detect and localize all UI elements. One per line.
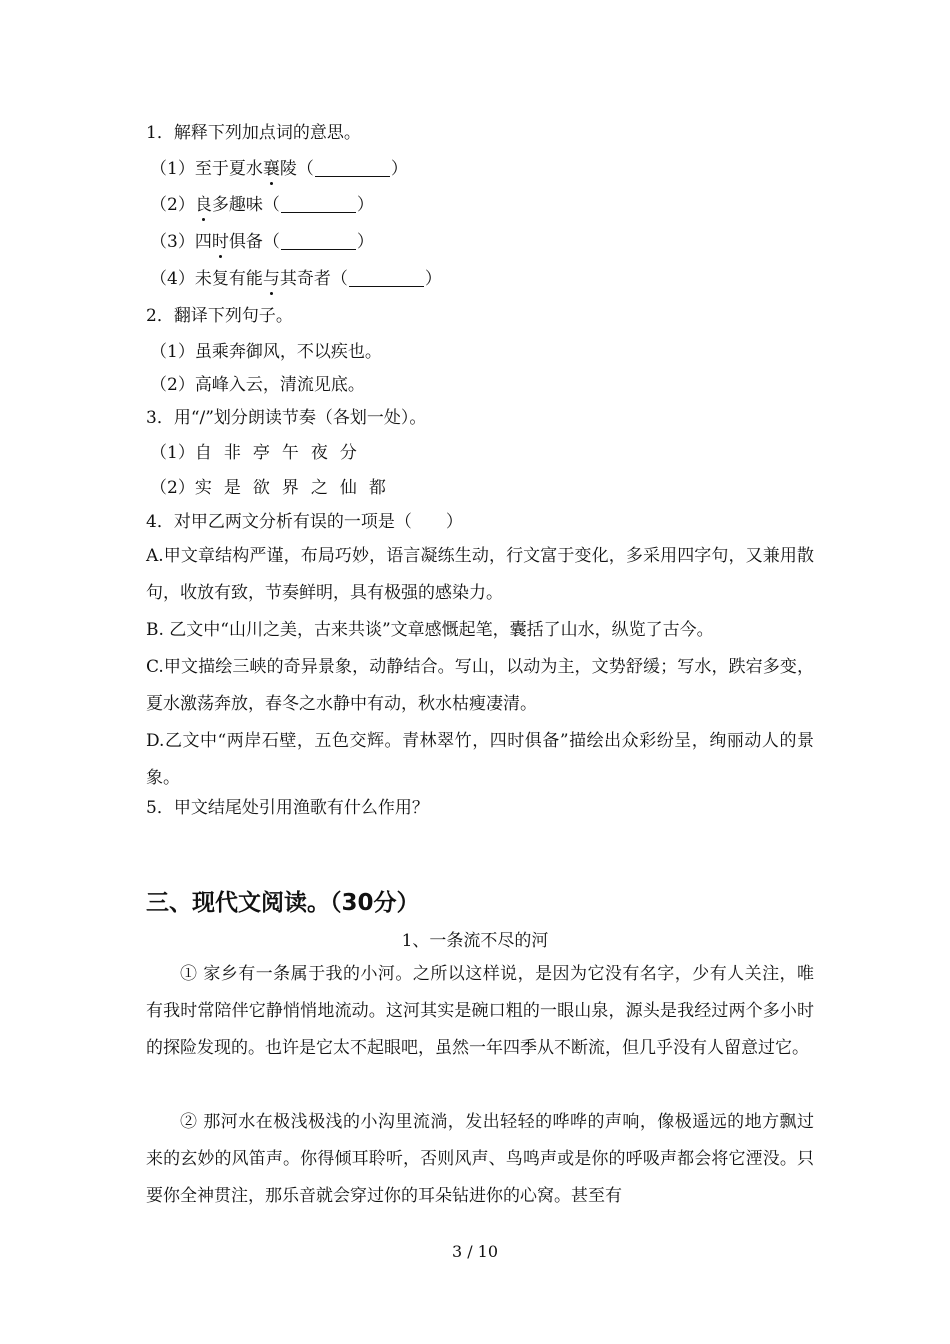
article-paragraph-1: ① 家乡有一条属于我的小河。之所以这样说，是因为它没有名字，少有人关注，唯有我时常陪伴它静悄悄地流动。这河其实是碗口粗的一眼山泉，源头是我经过两个多小时的探险发现的。也许是它太不起眼吧，虽然一年四季从不断流，但几乎没有人留意过它。: [146, 964, 814, 1058]
question-2-title: 2．翻译下列句子。: [146, 306, 293, 326]
dotted-word: 良: [194, 195, 212, 215]
article-paragraph-2: ② 那河水在极浅极浅的小沟里流淌，发出轻轻的哗哗的声响，像极遥远的地方飘过来的玄妙的风笛声。你得倾耳聆听，否则风声、鸟鸣声或是你的呼吸声都会将它湮没。只要你全神贯注，那乐音就会穿过你的耳朵钻进你的心窝。甚至有: [146, 1112, 814, 1206]
question-3-title: 3．用“/”划分朗读节奏（各划一处）。: [146, 408, 427, 428]
option-d: D.乙文中“两岸石壁，五色交辉。青林翠竹，四时俱备”描绘出众彩纷呈，绚丽动人的景象。: [146, 731, 814, 788]
question-3-item-1: （1）自非亭午夜分: [150, 443, 369, 463]
question-5-title: 5．甲文结尾处引用渔歌有什么作用？: [146, 798, 429, 818]
question-1-item-2: （2）良多趣味（ ）: [150, 195, 374, 215]
question-4-title: 4．对甲乙两文分析有误的一项是（ ）: [146, 512, 463, 532]
page-number: 3 / 10: [451, 1242, 499, 1261]
question-1-item-3: （3）四时俱备（ ）: [150, 232, 374, 252]
section-heading: 三、现代文阅读。（30分）: [146, 890, 420, 916]
dotted-word: 时: [211, 232, 229, 252]
option-b: B. 乙文中“山川之美，古来共谈”文章感慨起笔，囊括了山水，纵览了古今。: [146, 620, 714, 640]
answer-blank[interactable]: [349, 269, 424, 287]
article-title: 1、一条流不尽的河: [401, 931, 549, 951]
question-2-item-1: （1）虽乘奔御风，不以疾也。: [150, 342, 382, 362]
question-1-item-1: （1）至于夏水襄陵（ ）: [150, 159, 408, 179]
question-2-item-2: （2）高峰入云，清流见底。: [150, 375, 365, 395]
question-1-title: 1．解释下列加点词的意思。: [146, 123, 361, 143]
dotted-word: 与: [262, 269, 280, 289]
option-a: A.甲文章结构严谨，布局巧妙，语言凝练生动，行文富于变化，多采用四字句，又兼用散句，收放有致，节奏鲜明，具有极强的感染力。: [146, 546, 814, 603]
answer-blank[interactable]: [281, 195, 356, 213]
question-1-item-4: （4）未复有能与其奇者（ ）: [150, 269, 442, 289]
option-c: C.甲文描绘三峡的奇异景象，动静结合。写山，以动为主，文势舒缓；写水，跌宕多变，夏水激荡奔放，春冬之水静中有动，秋水枯瘦凄清。: [146, 657, 814, 714]
answer-blank[interactable]: [281, 232, 356, 250]
answer-blank[interactable]: [315, 159, 390, 177]
dotted-word: 襄: [262, 159, 280, 179]
question-3-item-2: （2）实是欲界之仙都: [150, 478, 398, 498]
